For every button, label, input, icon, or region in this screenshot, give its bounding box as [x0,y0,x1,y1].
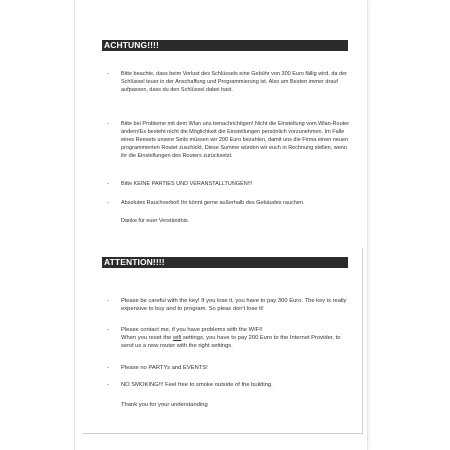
english-item-wifi-text [121,326,352,351]
bullet-dash: - [107,382,109,388]
german-item-smoking [107,199,352,207]
bullet-dash: - [107,71,109,77]
english-item-smoking [107,381,352,389]
english-item-wifi [107,326,352,351]
english-item-parties-text: Please no PARTYs and EVENTS! [121,365,208,371]
german-item-parties [107,180,352,188]
bullet-dash: - [107,200,109,206]
english-heading: ATTENTION!!!! [102,257,348,268]
english-item-smoking-text: NO SMOKING!!! Feel free to smoke outside of the building. [121,382,273,388]
german-item-parties-text: Bitte KEINE PARTIES UND VERANSTALLTUNGEN!!! [121,181,253,187]
wifi-underlined-word: wifi [172,335,182,342]
bullet-dash: - [107,121,109,127]
bullet-dash: - [107,298,109,304]
bullet-dash: - [107,365,109,371]
german-item-key-text: Bitte beachte, dass beim Verlust des Schlüssels eine Gebühr von 300 Euro fällig wird, da der Schlüssel teuer in der Anschaffung und Programmierung ist. Also am Besten immer drauf aufpassen, dass du den Schlüssel dabei hast. [121,71,347,94]
german-item-key [107,70,352,94]
english-thanks-text: Thank you for your understanding [121,402,208,408]
german-heading: ACHTUNG!!!! [102,40,348,51]
english-item-key-text: Please be careful with the key! If you lose it, you have to pay 300 Euro. The key is really expensive to buy and to program. So pleas don't lose it! [121,298,347,313]
german-thanks [107,217,352,225]
english-wifi-line1: Please contact me, if you have problems with the WIFI! [121,327,263,333]
english-wifi-line2-pre: When you reset the [121,335,173,342]
german-item-smoking-text: Absolutes Rauchverbot! Ihr könnt gerne außerhalb des Gebäudes rauchen. [121,200,305,206]
english-item-key [107,297,352,313]
german-thanks-text: Danke für euer Verständnis. [121,218,190,224]
english-item-parties [107,364,352,372]
english-thanks [107,401,352,409]
german-item-wifi [107,120,352,160]
bullet-dash: - [107,181,109,187]
german-item-wifi-text: Bitte bei Probleme mit dem Wlan uns benachrichtigen! Nicht die Einstellung vom Wlan-Router ändern!Es besteht nicht die Möglichkeit die Einstellungen persönlich vorzunehmen. Im Falle eines Reesets unsere Seits müssen wir 200 Euro bezahlen, damit uns die Firma einen neuen programmierten Routet zuschickt. Diese Summe würden wir euch in Rechnung stellen, wenn ihr die Einstellungen des Routers zurücksetzt. [121,121,350,160]
english-wifi-line2-post: settings, you have to pay 200 Euro to the Internet Provider, to send us a new router with the right settings. [121,335,341,350]
bullet-dash: - [107,327,109,333]
english-wifi-line2 [121,334,352,350]
